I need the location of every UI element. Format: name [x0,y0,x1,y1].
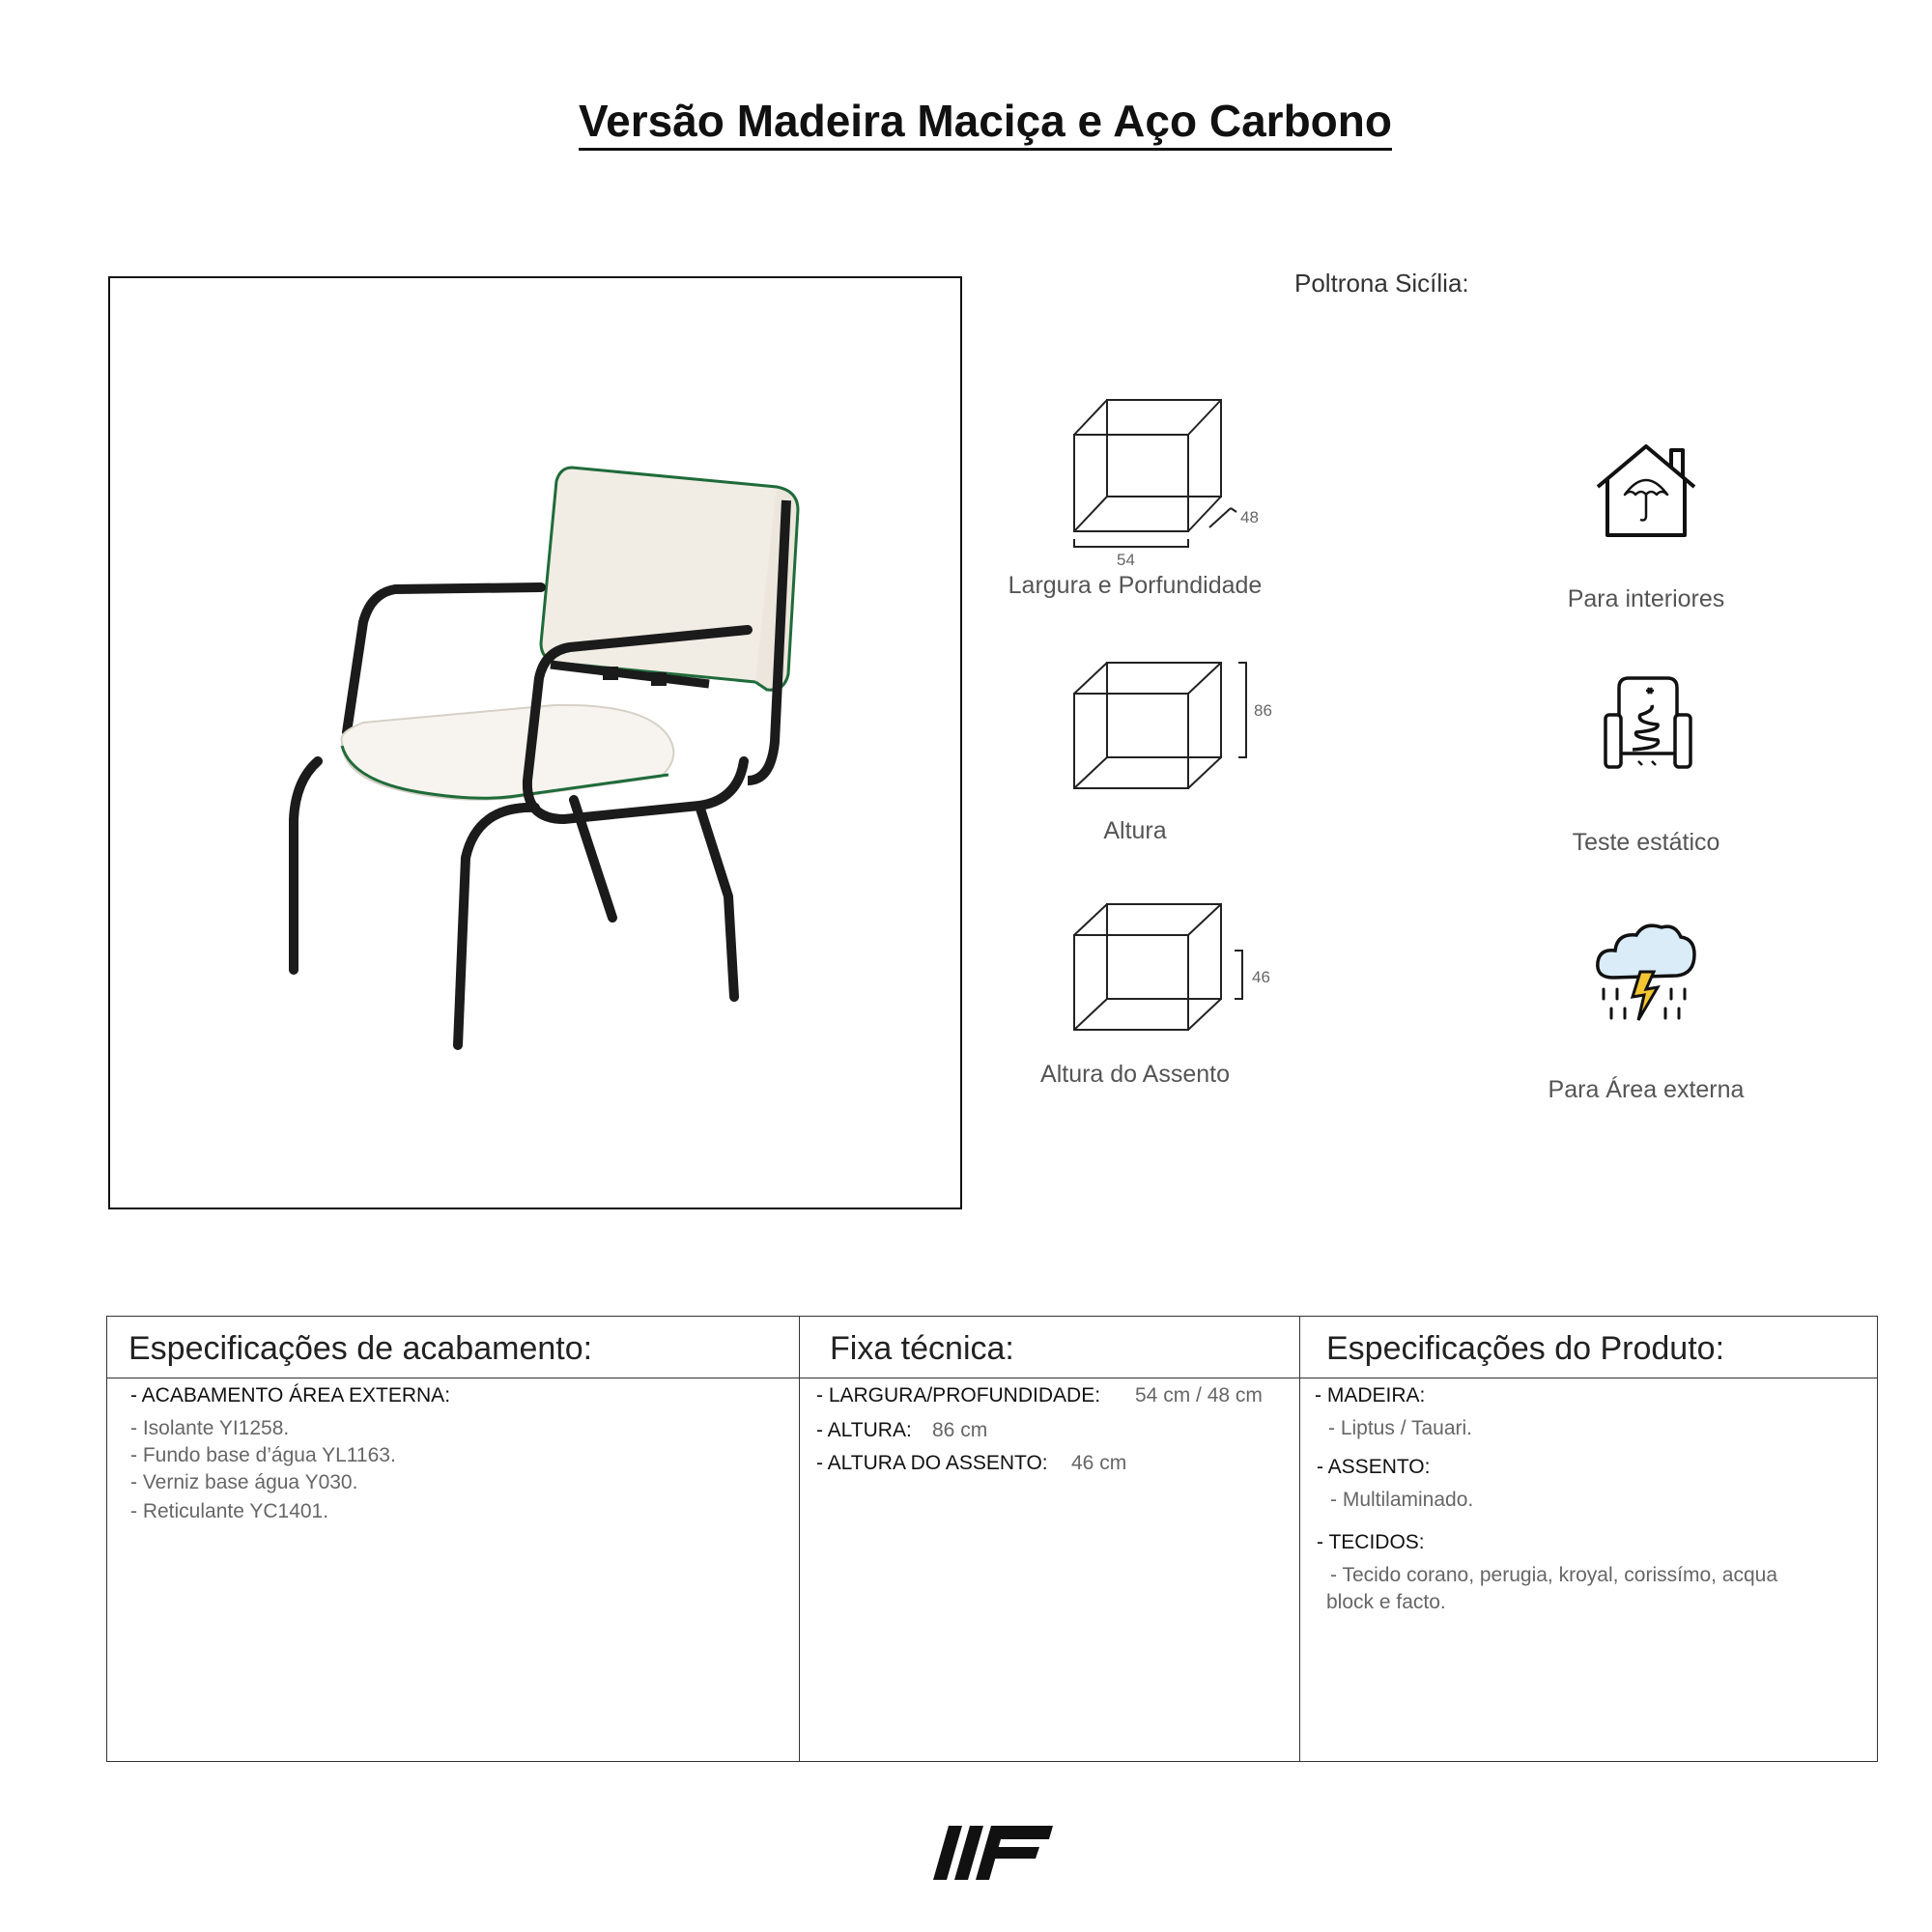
tech-label-height: - ALTURA: [816,1419,912,1441]
finishing-specs-title: Especificações de acabamento: [128,1330,593,1367]
finishing-item: - Verniz base água Y030. [130,1471,358,1493]
finishing-item: - Reticulante YC1401. [130,1500,329,1522]
product-heading-wood: - MADEIRA: [1315,1384,1426,1406]
product-text-wood: - Liptus / Tauari. [1328,1417,1473,1439]
finishing-heading: - ACABAMENTO ÁREA EXTERNA: [130,1384,451,1406]
dimension-label-width-depth: Largura e Porfundidade [1008,572,1263,599]
technical-sheet-title: Fixa técnica: [830,1330,1014,1367]
product-name: Poltrona Sicília: [1294,269,1469,298]
dimension-depth: 48 [1240,508,1259,526]
chair-illustration [110,278,964,1211]
product-text-fabrics: - Tecido corano, perugia, kroyal, corissímo, acqua [1330,1564,1778,1586]
dimension-label-height: Altura [1103,817,1167,844]
feature-label-indoor: Para interiores [1567,585,1725,612]
tech-label-width-depth: - LARGURA/PROFUNDIDADE: [816,1384,1101,1406]
dimension-label-seat-height: Altura do Assento [1040,1061,1230,1088]
dimension-seat-height: 46 [1252,968,1270,986]
tech-label-seat-height: - ALTURA DO ASSENTO: [816,1452,1048,1474]
feature-label-outdoor: Para Área externa [1548,1076,1745,1103]
armchair-spring-icon [1604,676,1692,773]
house-umbrella-icon [1594,442,1698,539]
cube-width-depth-icon [1072,398,1246,572]
product-text-fabrics-cont: block e facto. [1326,1591,1446,1613]
product-heading-fabrics: - TECIDOS: [1317,1531,1425,1553]
brand-logo [933,1826,1053,1880]
dimension-height: 86 [1254,701,1272,720]
storm-cloud-icon [1594,920,1698,1026]
product-heading-seat: - ASSENTO: [1317,1456,1431,1478]
finishing-item: - Fundo base d’água YL1163. [130,1444,396,1466]
cube-height-icon [1072,661,1256,796]
cube-seat-height-icon [1072,902,1256,1037]
page-title: Versão Madeira Maciça e Aço Carbono [0,95,1932,147]
product-specs-title: Especificações do Produto: [1326,1330,1725,1367]
feature-label-static-test: Teste estático [1572,829,1720,856]
dimension-width: 54 [1117,551,1135,569]
tech-value-width-depth: 54 cm / 48 cm [1135,1384,1263,1406]
product-text-seat: - Multilaminado. [1330,1489,1474,1511]
product-photo-frame [108,276,962,1209]
tech-value-seat-height: 46 cm [1071,1452,1127,1474]
tech-value-height: 86 cm [932,1419,988,1441]
finishing-item: - Isolante YI1258. [130,1417,290,1439]
spec-table [106,1316,1878,1762]
